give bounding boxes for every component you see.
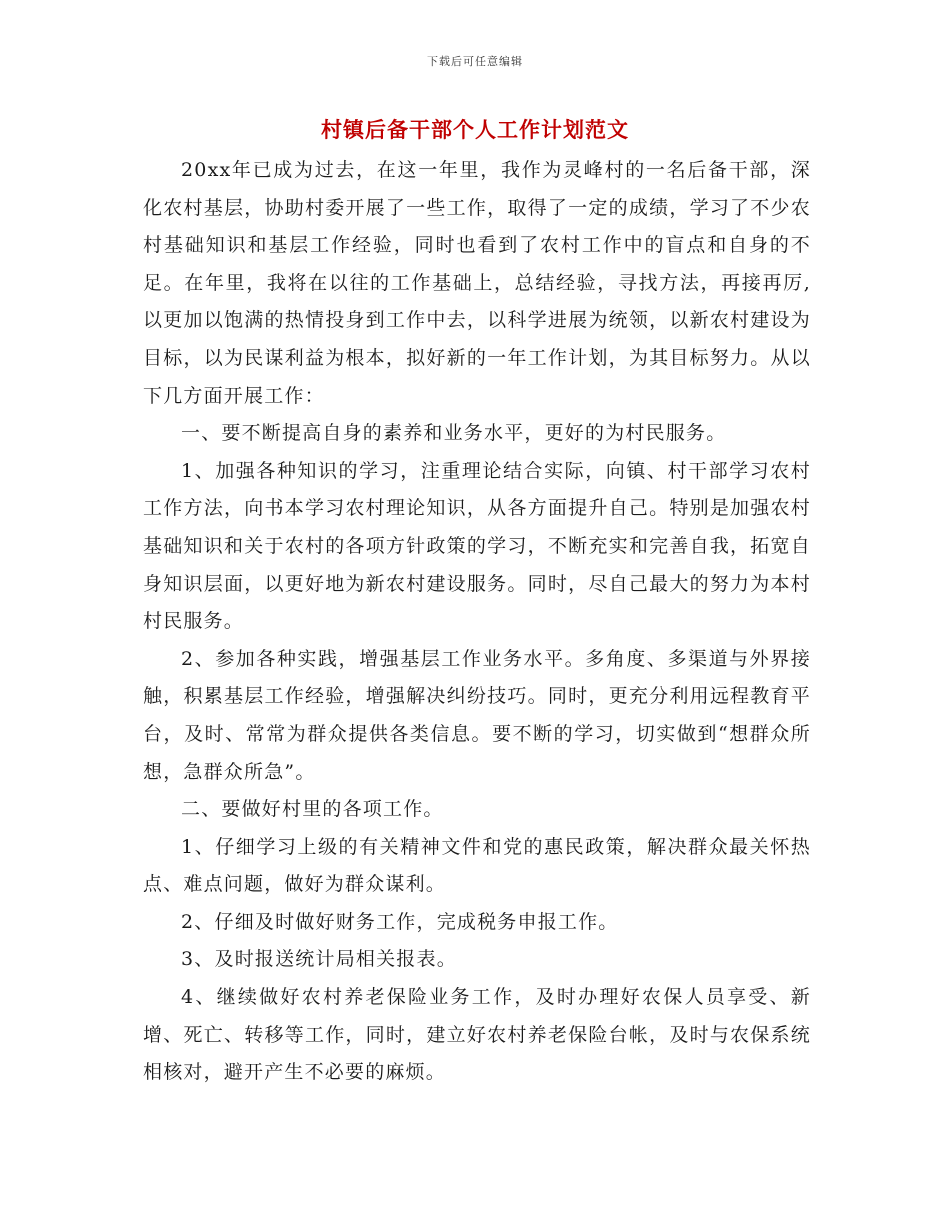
paragraph-1-2: 2、参加各种实践，增强基层工作业务水平。多角度、多渠道与外界接触，积累基层工作经验，增强解决纠纷技巧。同时，更充分利用远程教育平台，及时、常常为群众提供各类信息。要不断的学习，切实做到“想群众所想，急群众所急”。: [143, 647, 811, 783]
section-heading-2: 二、要做好村里的各项工作。: [181, 798, 444, 821]
document-body: [143, 152, 811, 1092]
paragraph-2-1: 1、仔细学习上级的有关精神文件和党的惠民政策，解决群众最关怀热点、难点问题，做好为群众谋利。: [143, 835, 811, 896]
paragraph-2-2: 2、仔细及时做好财务工作，完成税务申报工作。: [181, 910, 619, 933]
paragraph-1-1: 1、加强各种知识的学习，注重理论结合实际，向镇、村干部学习农村工作方法，向书本学习农村理论知识，从各方面提升自己。特别是加强农村基础知识和关于农村的各项方针政策的学习，不断充实和完善自我，拓宽自身知识层面，以更好地为新农村建设服务。同时，尽自己最大的努力为本村村民服务。: [143, 459, 811, 633]
paragraph-intro: 20xx年已成为过去，在这一年里，我作为灵峰村的一名后备干部，深化农村基层，协助村委开展了一些工作，取得了一定的成绩，学习了不少农村基础知识和基层工作经验，同时也看到了农村工作中的盲点和自身的不足。在年里，我将在以往的工作基础上，总结经验，寻找方法，再接再厉,以更加以饱满的热情投身到工作中去，以科学进展为统领，以新农村建设为目标，以为民谋利益为根本，拟好新的一年工作计划，为其目标努力。从以下几方面开展工作：: [143, 159, 811, 407]
paragraph-2-4: 4、继续做好农村养老保险业务工作，及时办理好农保人员享受、新增、死亡、转移等工作，同时，建立好农村养老保险台帐，及时与农保系统相核对，避开产生不必要的麻烦。: [143, 986, 811, 1084]
section-heading-1: 一、要不断提高自身的素养和业务水平，更好的为村民服务。: [181, 422, 727, 445]
page-header-note: 下载后可任意编辑: [427, 55, 523, 68]
paragraph-2-3: 3、及时报送统计局相关报表。: [181, 948, 457, 971]
document-title: 村镇后备干部个人工作计划范文: [321, 117, 629, 142]
